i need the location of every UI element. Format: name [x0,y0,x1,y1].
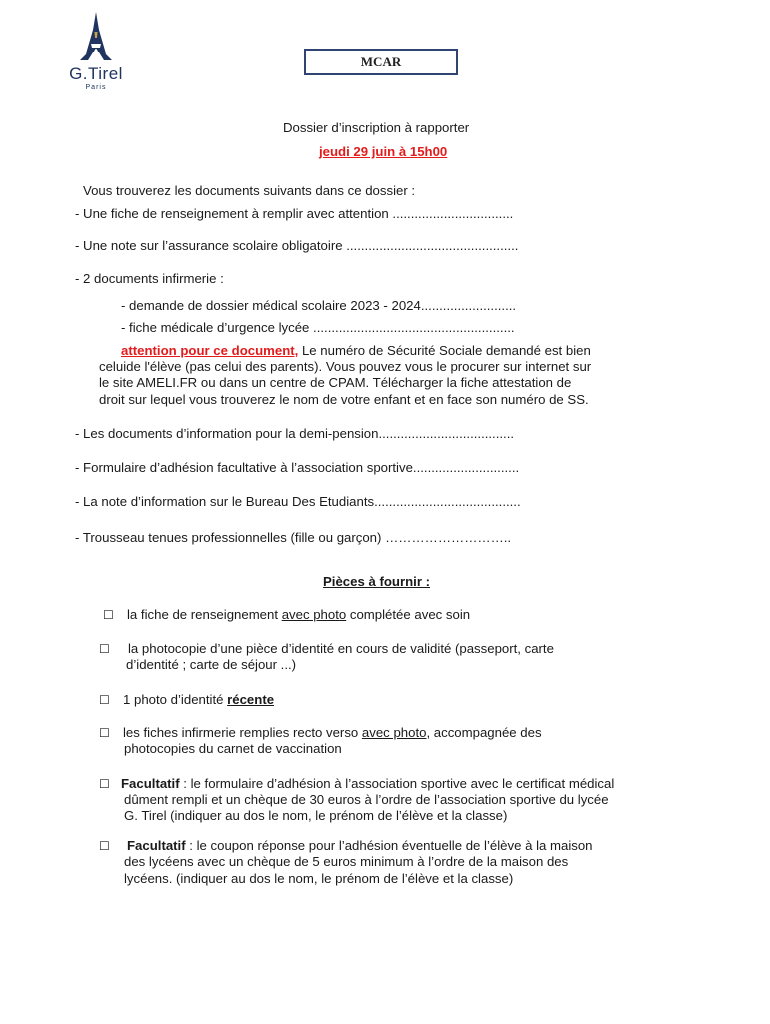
piece-item-2-line-2: d’identité ; carte de séjour ...) [126,657,297,672]
checkbox-icon: ☐ [99,642,110,656]
attention-line-3: le site AMELI.FR ou dans un centre de CPAM. Télécharger la fiche attestation de [99,375,572,390]
checkbox-icon: ☐ [99,777,110,791]
attention-label: attention pour ce document, [121,343,299,358]
piece-item-2: ☐ la photocopie d’une pièce d’identité en cours de validité (passeport, carte [99,641,554,656]
checkbox-icon: ☐ [99,839,110,853]
checkbox-icon: ☐ [103,608,114,622]
doc-item-3: - 2 documents infirmerie : [75,271,224,286]
doc-item-6: - La note d’information sur le Bureau Des Etudiants........................................ [75,494,521,509]
piece-item-5-line-2: dûment rempli et un chèque de 30 euros à l’ordre de l’association sportive du lycée [124,792,609,807]
doc-item-2: - Une note sur l’assurance scolaire obligatoire ............................................... [75,238,519,253]
piece-item-5-line-3: G. Tirel (indiquer au dos le nom, le prénom de l’élève et la classe) [124,808,508,823]
checkbox-icon: ☐ [99,693,110,707]
piece-item-6: ☐ Facultatif : le coupon réponse pour l’adhésion éventuelle de l’élève à la maison [99,838,593,853]
doc-item-4: - Les documents d’information pour la demi-pension..................................... [75,426,515,441]
logo-name: G.Tirel [69,64,123,83]
attention-line-1: attention pour ce document, Le numéro de Sécurité Sociale demandé est bien [121,343,591,358]
header-line: Dossier d’inscription à rapporter [283,120,470,135]
intro-text: Vous trouverez les documents suivants dans ce dossier : [83,183,416,198]
piece-item-6-line-3: lycéens. (indiquer au dos le nom, le prénom de l’élève et la classe) [124,871,514,886]
piece-item-1: ☐ la fiche de renseignement avec photo complétée avec soin [103,607,471,622]
logo-city: Paris [85,84,107,91]
doc-item-5: - Formulaire d’adhésion facultative à l’association sportive............................. [75,460,520,475]
doc-item-1: - Une fiche de renseignement à remplir avec attention ................................. [75,206,514,221]
doc-item-3b: - fiche médicale d’urgence lycée ....................................................... [121,320,515,335]
eiffel-tower-icon [76,10,116,62]
piece-item-4-line-2: photocopies du carnet de vaccination [124,741,342,756]
piece-item-6-line-2: des lycéens avec un chèque de 5 euros minimum à l’ordre de la maison des [124,854,569,869]
school-logo [56,10,136,91]
checkbox-icon: ☐ [99,726,110,740]
doc-item-7: - Trousseau tenues professionnelles (fille ou garçon) ……………………….. [75,530,512,545]
program-code-box: MCAR [304,49,458,75]
piece-item-4: ☐ les fiches infirmerie remplies recto verso avec photo, accompagnée des [99,725,542,740]
attention-line-2: celuide l'élève (pas celui des parents). Vous pouvez vous le procurer sur internet sur [99,359,592,374]
pieces-title: Pièces à fournir : [323,574,431,589]
header-date: jeudi 29 juin à 15h00 [319,144,448,159]
piece-item-3: ☐ 1 photo d’identité récente [99,692,275,707]
attention-line-4: droit sur lequel vous trouverez le nom de votre enfant et en face son numéro de SS. [99,392,589,407]
doc-item-3a: - demande de dossier médical scolaire 2023 - 2024.......................... [121,298,517,313]
piece-item-5: ☐ Facultatif : le formulaire d’adhésion à l’association sportive avec le certificat médical [99,776,615,791]
